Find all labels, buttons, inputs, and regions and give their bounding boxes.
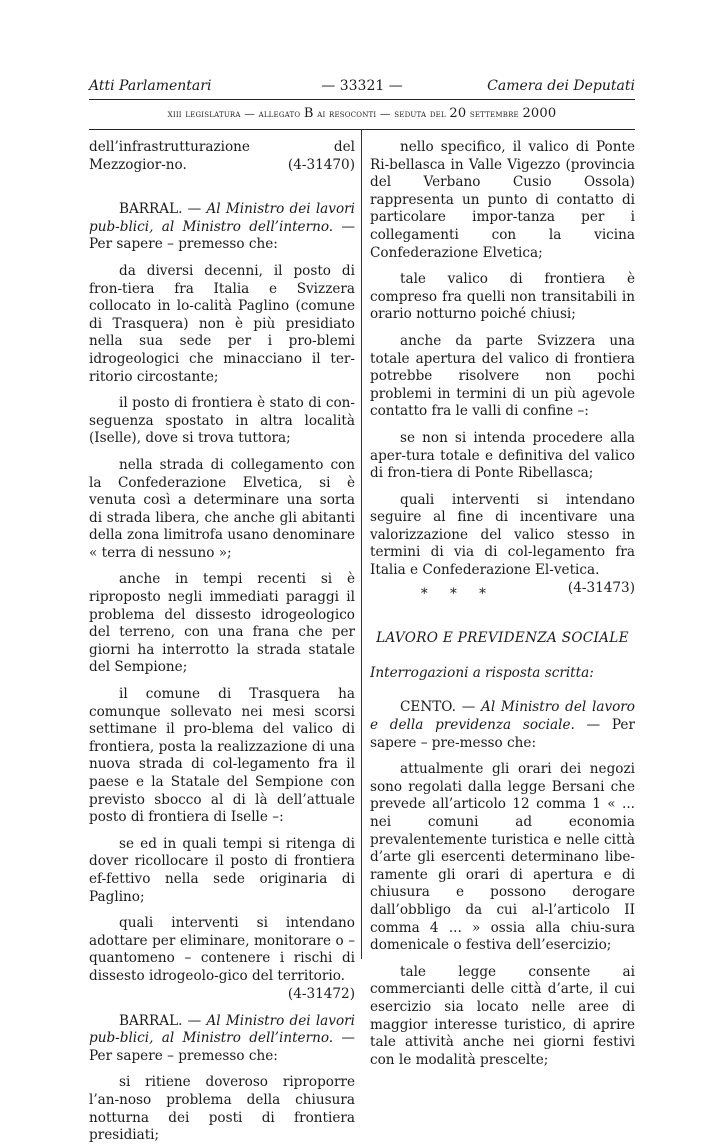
paragraph: anche in tempi recenti si è riproposto negli immediati paraggi il problema del dissesto idrogeologico del terreno, con una frana che per giorni ha interrotto la strada statale del Sempione; (89, 571, 355, 676)
paragraph: se non si intenda procedere alla aper-tura totale e definitiva del valico di fron-tiera di Ponte Ribellasca; (370, 429, 635, 482)
paragraph: tale valico di frontiera è compreso fra quelli non transitabili in orario notturno poiché chiusi; (370, 271, 635, 323)
session-line (89, 106, 635, 121)
paragraph: da diversi decenni, il posto di fron-tiera fra Italia e Svizzera collocato in lo-calità Paglino (comune di Trasquera) non è più presidiato nella sua sede per i pro-blemi idrogeologici che minacciano il ter-ritorio circostante; (89, 262, 355, 385)
subsection-title: Interrogazioni a risposta scritta: (370, 664, 594, 681)
page-number: — 33321 — (321, 78, 403, 94)
question-ref: (4-31472) (287, 985, 355, 1002)
session-prefix: xiii legislatura — allegato (167, 108, 304, 120)
addressee: Al Ministro dei lavori pub-blici, al Ministro dell’interno. (89, 1012, 355, 1047)
paragraph: nello specifico, il valico di Ponte Ri-bellasca in Valle Vigezzo (provincia del Verbano Cusio Ossola) rappresenta un punto di contatto di particolare impor-tanza per i collegamenti con la vicina Confederazione Elvetica; (370, 139, 635, 261)
question-intro: BARRAL. — Al Ministro dei lavori pub-blici, al Ministro dell’interno. — Per sapere – premesso che: (89, 1012, 356, 1064)
paragraph: il comune di Trasquera ha comunque sollevato nei mesi scorsi settimane il pro-blema del valico di frontiera, posta la realizzazione di una nuova strada di col-legamento fra il paese e la Statale del Sempione con previsto sbocco al di là dell’attuale posto di frontiera di Iselle –: (89, 686, 355, 826)
paragraph: tale legge consente ai commercianti delle città d’arte, il cui esercizio sia locato nelle aree di maggior interesse turistico, di aprire tale attività anche nei giorni festivi con le modalità prescelte; (370, 963, 635, 1068)
question-ref: (4-31473) (567, 579, 635, 596)
question-intro: BARRAL. — Al Ministro dei lavori pub-blici, al Ministro dell’interno. — Per sapere – premesso che: (89, 201, 356, 253)
question-ref: (4-31470) (287, 156, 355, 173)
header-chamber: Camera dei Deputati (487, 78, 635, 94)
section-title: LAVORO E PREVIDENZA SOCIALE (376, 630, 629, 647)
paragraph: attualmente gli orari dei negozi sono regolati dalla legge Bersani che prevede all’articolo 12 comma 1 « ... nei comuni ad economia prevalentemente turistica e nelle città d’arte gli esercenti determinano libe-ramente gli orari di apertura e di chiusura e possono derogare dall’obbligo da cui al-l’articolo II comma 4 ... » ossia alla chiu-sura domenicale o festiva dell’esercizio; (370, 761, 635, 954)
paragraph: quali interventi si intendano seguire al fine di incentivare una valorizzazione del valico stesso in termini di via di col-legamento fra Italia e Confederazione El-vetica. (4-31473) (370, 491, 635, 596)
annex-letter: B (303, 106, 314, 121)
paragraph: quali interventi si intendano adottare per eliminare, monitorare o – quantomeno – contenere i rischi di dissesto idrogeolo-gico del territorio. (4-31472) (89, 915, 355, 1002)
header-publication: Atti Parlamentari (89, 78, 212, 94)
session-mid: ai resoconti — seduta del (313, 108, 450, 120)
left-column (89, 139, 355, 1145)
paragraph: si ritiene doveroso riproporre l’an-noso problema della chiusura notturna dei posti di frontiera presidiati; (89, 1074, 355, 1144)
session-day: 20 (449, 106, 467, 121)
addressee: Al Ministro del lavoro e della previdenza sociale. (370, 699, 635, 734)
paragraph: se ed in quali tempi si ritenga di dover ricollocare il posto di frontiera ef-fettivo nella sede originaria di Paglino; (89, 835, 355, 905)
running-header (89, 78, 635, 100)
addressee: Al Ministro dei lavori pub-blici, al Ministro dell’interno. (89, 201, 355, 235)
paragraph: nella strada di collegamento con la Confederazione Elvetica, si è venuta così a determinare una sorta di strada libera, che anche gli abitanti della zona limitrofa usano denominare « terra di nessuno »; (89, 456, 355, 561)
header-rule-top (89, 99, 635, 100)
header-rule-bottom (89, 129, 635, 130)
session-year: 2000 (522, 106, 557, 121)
column-separator (361, 129, 362, 959)
paragraph: anche da parte Svizzera una totale apertura del valico di frontiera potrebbe risolvere non pochi problemi in termini di un più agevole contatto fra le valli di confine –: (370, 332, 635, 420)
deputy-name: CENTO. — (400, 699, 482, 716)
paragraph: il posto di frontiera è stato di con-seguenza spostato in altra località (Iselle), dove si trova tuttora; (89, 395, 355, 447)
question-intro: CENTO. — Al Ministro del lavoro e della previdenza sociale. — Per sapere – pre-messo che: (370, 699, 635, 751)
deputy-name: BARRAL. — (119, 1012, 207, 1029)
session-month: settembre (466, 108, 523, 120)
paragraph: dell’infrastrutturazione del Mezzogior-no. (4-31470) (89, 139, 355, 173)
right-column (370, 139, 635, 1069)
deputy-name: BARRAL. — (119, 201, 207, 218)
section-divider-stars: * * * (420, 585, 495, 602)
